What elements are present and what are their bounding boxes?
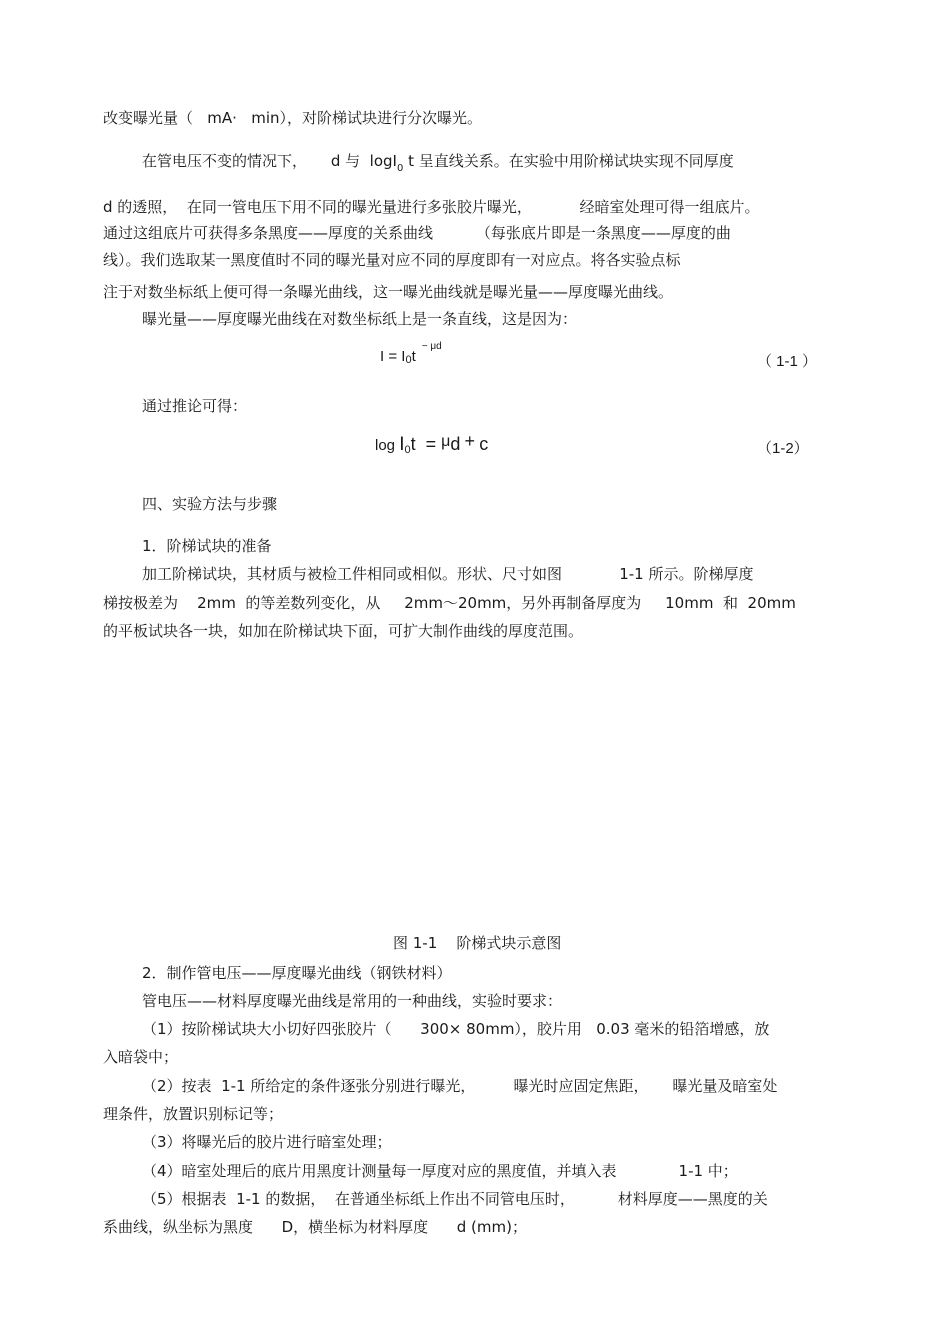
equation-number: （ 1-1 ） [757, 353, 818, 370]
paragraph-line: 线）。我们选取某一黑度值时不同的曝光量对应不同的厚度即有一对应点。将各实验点标 [103, 251, 681, 269]
equation-number: （1-2） [757, 440, 809, 457]
eq-text: log [375, 437, 396, 454]
eq-subscript: 0 [405, 354, 412, 366]
step-title: 1．阶梯试块的准备 [142, 537, 272, 555]
eq-text: c [479, 434, 489, 454]
eq-text: I [399, 434, 405, 455]
paragraph-line [142, 151, 734, 174]
eq-text: t [411, 348, 416, 365]
list-item-continuation: 系曲线，纵坐标为黑度 D，横坐标为材料厚度 d (mm)； [103, 1218, 527, 1236]
eq-text: I = I [380, 348, 406, 365]
list-item-continuation: 理条件，放置识别标记等； [103, 1105, 284, 1123]
paragraph-line: d 的透照， 在同一管电压下用不同的曝光量进行多张胶片曝光， 经暗室处理可得一组底片。 [103, 198, 760, 216]
list-item: （3）将曝光后的胶片进行暗室处理； [142, 1133, 392, 1151]
paragraph-line: 曝光量——厚度曝光曲线在对数坐标纸上是一条直线，这是因为： [142, 310, 578, 328]
paragraph-line: 改变曝光量（ mA· min），对阶梯试块进行分次曝光。 [103, 109, 483, 127]
paragraph-line: 梯按极差为 2mm 的等差数列变化，从 2mm～20mm，另外再制备厚度为 10mm 和 20mm [103, 594, 796, 612]
list-item-continuation: 入暗袋中； [103, 1048, 179, 1066]
list-item: （5）根据表 1-1 的数据， 在普通坐标纸上作出不同管电压时， 材料厚度——黑度的关 [142, 1190, 768, 1208]
section-heading: 四、实验方法与步骤 [142, 495, 278, 513]
list-item: （2）按表 1-1 所给定的条件逐张分别进行曝光， 曝光时应固定焦距， 曝光量及暗室处 [142, 1077, 778, 1095]
paragraph-line: 的平板试块各一块，如加在阶梯试块下面，可扩大制作曲线的厚度范围。 [103, 622, 584, 640]
eq-text: d [450, 434, 461, 454]
figure-caption: 图 1-1 阶梯式块示意图 [393, 934, 562, 952]
paragraph-line: 注于对数坐标纸上便可得一条曝光曲线，这一曝光曲线就是曝光量——厚度曝光曲线。 [103, 283, 674, 301]
list-item: （4）暗室处理后的底片用黑度计测量每一厚度对应的黑度值，并填入表 1-1 中； [142, 1162, 738, 1180]
paragraph-line: 通过这组底片可获得多条黑度——厚度的关系曲线 （每张底片即是一条黑度——厚度的曲 [103, 224, 731, 242]
subscript: 0 [396, 163, 404, 174]
paragraph-line: 加工阶梯试块，其材质与被检工件相同或相似。形状、尺寸如图 1-1 所示。阶梯厚度 [142, 565, 754, 583]
eq-superscript: − μd [421, 341, 442, 352]
text-segment: 在管电压不变的情况下， d 与 logI [142, 152, 397, 170]
list-item: （1）按阶梯试块大小切好四张胶片（ 300× 80mm），胶片用 0.03 毫米的铅箔增感，放 [142, 1020, 770, 1038]
eq-subscript: 0 [404, 444, 411, 456]
equation-1-2 [375, 431, 489, 456]
eq-text: t = [410, 434, 442, 454]
step-title: 2．制作管电压——厚度曝光曲线（钢铁材料） [142, 964, 452, 982]
eq-plus: + [464, 431, 476, 451]
paragraph-line: 通过推论可得： [142, 397, 248, 415]
paragraph-line: 管电压——材料厚度曝光曲线是常用的一种曲线，实验时要求： [142, 992, 563, 1010]
eq-mu: μ [441, 433, 451, 450]
text-segment: t 呈直线关系。在实验中用阶梯试块实现不同厚度 [403, 152, 734, 170]
